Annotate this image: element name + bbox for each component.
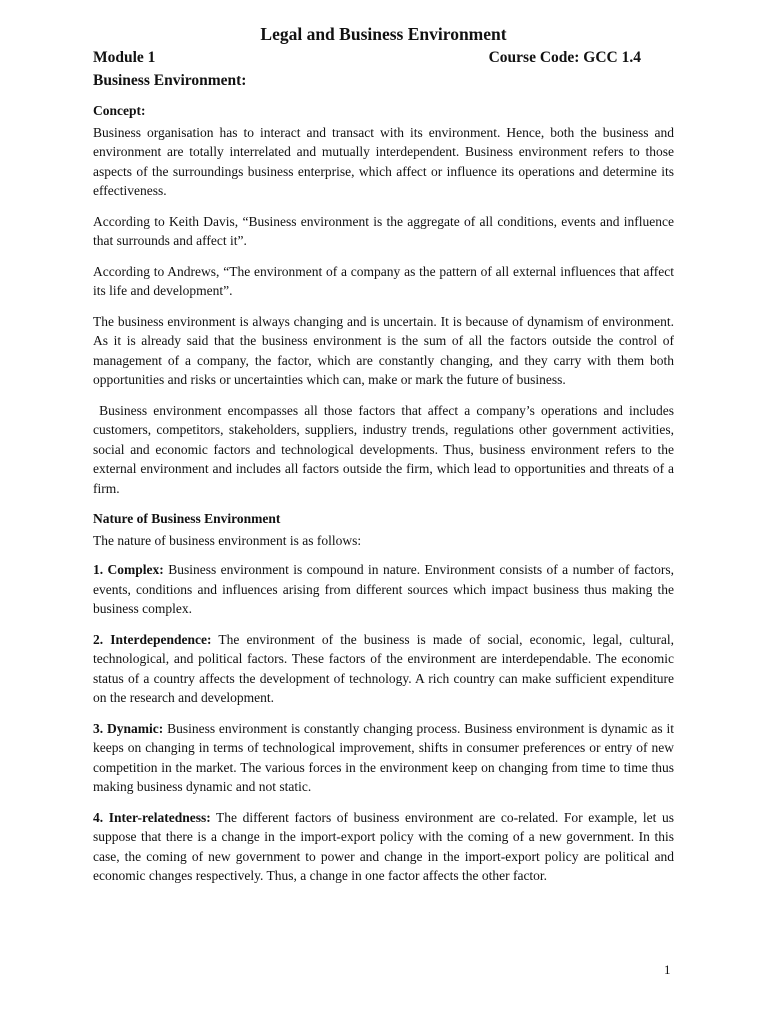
nature-item-label: 4. Inter-relatedness:: [93, 809, 211, 825]
andrews-quote: According to Andrews, “The environment of a company as the pattern of all external influences that affect its life and development”.: [93, 263, 674, 298]
nature-item-text: The different factors of business environment are co-related. For example, let us suppose that there is a change in the import-export policy with the coming of a new government. In this case, the coming of new government to power and change in the import-export policy are political and economic changes respectively. Thus, a change in one factor affects the other factor.: [93, 809, 674, 883]
nature-item-label: 2. Interdependence:: [93, 631, 212, 647]
nature-intro: The nature of business environment is as follows:: [93, 532, 362, 548]
nature-item-label: 1. Complex:: [93, 562, 164, 577]
module-header-row: [93, 46, 674, 69]
nature-item-complex: [93, 560, 674, 619]
document-page: [93, 22, 674, 897]
concept-heading: Concept:: [93, 103, 146, 118]
changing-environment-paragraph: The business environment is always changing and is uncertain. It is because of dynamism of environment. As it is already said that the business environment is the sum of all the factors outside the control of management of a company, the factor, which are constantly changing, and they carry with them both opportunities and risks or uncertainties which can, make or mark the future of business.: [93, 313, 674, 387]
page-number: 1: [664, 962, 671, 977]
document-title: Legal and Business Environment: [260, 24, 507, 44]
nature-item-interdependence: [93, 630, 674, 708]
nature-item-label: 3. Dynamic:: [93, 720, 164, 736]
section-title: Business Environment:: [93, 72, 247, 89]
keith-davis-quote: According to Keith Davis, “Business environment is the aggregate of all conditions, events and influence that surrounds and affect it”.: [93, 213, 674, 248]
nature-item-inter-relatedness: [93, 808, 674, 886]
encompasses-paragraph: Business environment encompasses all those factors that affect a company’s operations and includes customers, competitors, stakeholders, suppliers, industry trends, regulations other government activities, social and economic factors and technological developments. Thus, business environment refers to the external environment and includes all factors outside the firm, which lead to opportunities and threats of a firm.: [93, 402, 674, 496]
concept-paragraph: Business organisation has to interact and transact with its environment. Hence, both the business and environment are totally interrelated and mutually interdependent. Business environment refers to those aspects of the surroundings business enterprise, which affect or influence its operations and determine its effectiveness.: [93, 124, 674, 198]
nature-heading: Nature of Business Environment: [93, 511, 281, 526]
nature-item-text: Business environment is compound in nature. Environment consists of a number of factors, events, conditions and influences arising from different sources which impact business thus making the business complex.: [93, 562, 674, 616]
nature-item-text: Business environment is constantly changing process. Business environment is dynamic as it keeps on changing in terms of technological improvement, shifts in consumer preferences or entry of new competition in the market. The various forces in the environment keep on changing from time to time thus making business dynamic and not static.: [93, 720, 674, 794]
nature-item-text: The environment of the business is made of social, economic, legal, cultural, technological, and political factors. These factors of the environment are interdependable. The economic status of a country affects the development of technology. A rich country can make sufficient expenditure on the research and development.: [93, 631, 674, 705]
course-code: Course Code: GCC 1.4: [488, 49, 641, 66]
nature-item-dynamic: [93, 719, 674, 797]
module-label: Module 1: [93, 49, 156, 66]
